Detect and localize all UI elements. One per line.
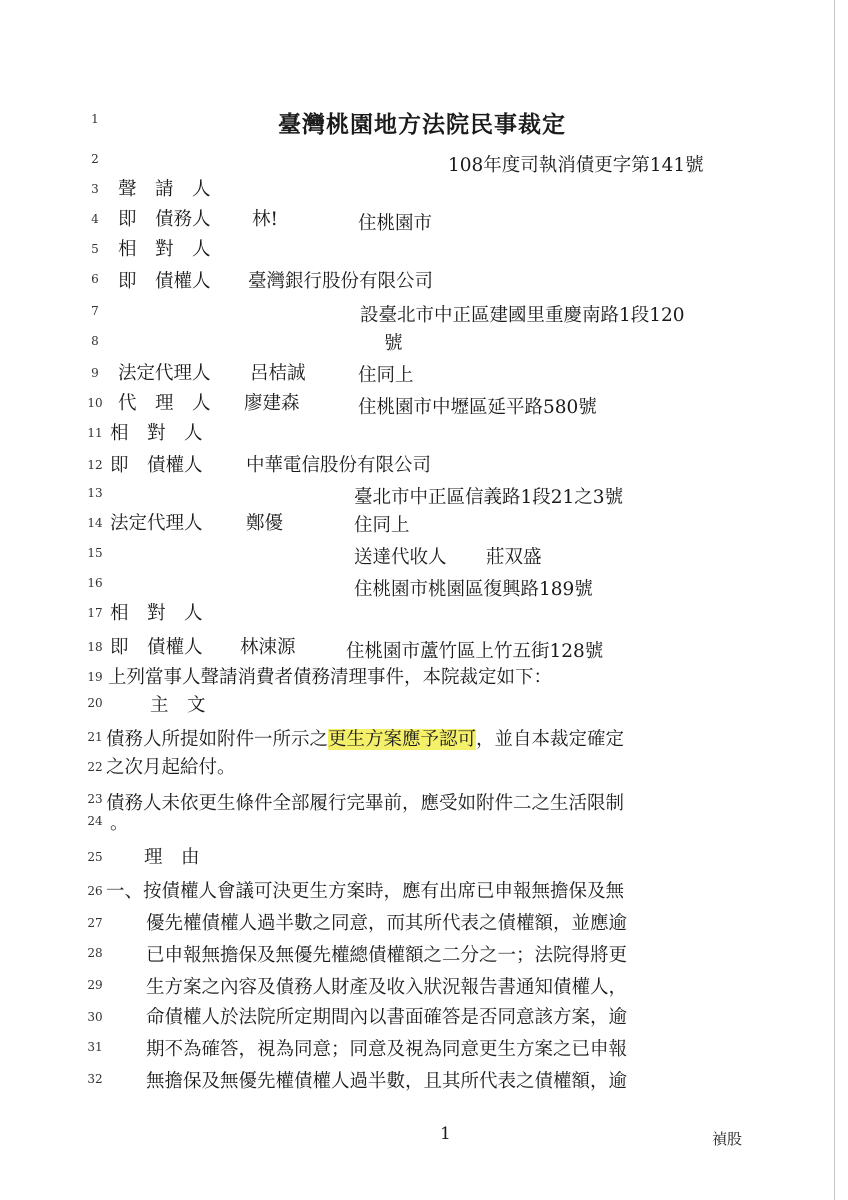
reason-line: 優先權債權人過半數之同意，而其所代表之債權額，並應逾 xyxy=(146,913,628,934)
line-number: 30 xyxy=(87,1010,103,1024)
line-number: 12 xyxy=(87,458,103,472)
page-edge xyxy=(834,0,835,1200)
reason-line: 命債權人於法院所定期間內以書面確答是否同意該方案，逾 xyxy=(146,1007,628,1028)
page-number: 1 xyxy=(440,1124,451,1144)
line-number: 21 xyxy=(87,730,103,744)
legal-rep-name: 鄭優 xyxy=(246,513,284,534)
opposing-party-role: 相 對 人 xyxy=(118,239,211,260)
line-number: 3 xyxy=(91,182,99,196)
line-number: 23 xyxy=(87,792,103,806)
receiver-address: 住桃園市桃園區復興路189號 xyxy=(354,579,593,600)
line-number: 20 xyxy=(87,696,103,710)
highlighted-text: 更生方案應予認可 xyxy=(328,729,477,750)
line-number: 9 xyxy=(91,366,99,380)
document-title: 臺灣桃園地方法院民事裁定 xyxy=(278,111,566,138)
receiver-name: 莊双盛 xyxy=(486,547,542,568)
intro-line: 上列當事人聲請消費者債務清理事件，本院裁定如下： xyxy=(108,667,553,688)
creditor-role: 即 債權人 xyxy=(118,271,211,292)
creditor-address: 設臺北市中正區建國里重慶南路1段120 xyxy=(360,305,685,326)
debtor-name: 林! xyxy=(252,209,278,230)
line-number: 7 xyxy=(91,304,99,318)
line-number: 15 xyxy=(87,546,103,560)
legal-rep-address: 住同上 xyxy=(358,365,414,386)
line-number: 22 xyxy=(87,760,103,774)
receiver-role: 送達代收人 xyxy=(354,547,447,568)
main-text-post: ，並自本裁定確定 xyxy=(476,729,625,750)
legal-rep-address: 住同上 xyxy=(354,515,410,536)
creditor-name: 中華電信股份有限公司 xyxy=(246,455,432,476)
reason-line: 已申報無擔保及無優先權總債權額之二分之一；法院得將更 xyxy=(146,945,628,966)
line-number: 18 xyxy=(87,640,103,654)
creditor-name: 林涑源 xyxy=(240,637,296,658)
debtor-role: 即 債務人 xyxy=(118,209,211,230)
line-number: 27 xyxy=(87,916,103,930)
creditor-role: 即 債權人 xyxy=(110,637,203,658)
line-number: 1 xyxy=(91,112,99,126)
legal-rep-role: 法定代理人 xyxy=(110,513,203,534)
reason-line: 生方案之內容及債務人財產及收入狀況報告書通知債權人， xyxy=(146,977,628,998)
line-number: 14 xyxy=(87,516,103,530)
reason-line: 期不為確答，視為同意；同意及視為同意更生方案之已申報 xyxy=(146,1039,628,1060)
creditor-address: 臺北市中正區信義路1段21之3號 xyxy=(354,487,624,508)
reason-line: 一、按債權人會議可決更生方案時，應有出席已申報無擔保及無 xyxy=(106,881,625,902)
agent-address: 住桃園市中壢區延平路580號 xyxy=(358,397,597,418)
creditor-name: 臺灣銀行股份有限公司 xyxy=(248,271,434,292)
line-number: 19 xyxy=(87,670,103,684)
line-number: 11 xyxy=(87,426,103,440)
line-number: 13 xyxy=(87,486,103,500)
main-heading: 主 文 xyxy=(150,695,206,716)
line-number: 25 xyxy=(87,850,103,864)
main-text-line: 之次月起給付。 xyxy=(106,757,236,778)
line-number: 4 xyxy=(91,212,99,226)
creditor-address: 住桃園市蘆竹區上竹五街128號 xyxy=(346,641,604,662)
agent-name: 廖建森 xyxy=(244,393,300,414)
line-number: 32 xyxy=(87,1072,103,1086)
line-number: 24 xyxy=(87,814,103,828)
line-number: 16 xyxy=(87,576,103,590)
applicant-role: 聲 請 人 xyxy=(118,179,211,200)
line-number: 29 xyxy=(87,978,103,992)
case-number: 108年度司執消債更字第141號 xyxy=(448,155,704,176)
reason-heading: 理 由 xyxy=(144,847,200,868)
legal-rep-role: 法定代理人 xyxy=(118,363,211,384)
agent-role: 代 理 人 xyxy=(118,393,211,414)
line-number: 5 xyxy=(91,242,99,256)
main-text-line xyxy=(106,728,624,752)
main-text-line: 。 xyxy=(110,813,129,834)
line-number: 26 xyxy=(87,884,103,898)
debtor-address: 住桃園市 xyxy=(358,213,433,234)
line-number: 10 xyxy=(87,396,103,410)
line-number: 6 xyxy=(91,272,99,286)
opposing-party-role: 相 對 人 xyxy=(110,603,203,624)
line-number: 17 xyxy=(87,606,103,620)
line-number: 31 xyxy=(87,1040,103,1054)
main-text-pre: 債務人所提如附件一所示之 xyxy=(106,729,329,750)
main-text-line: 債務人未依更生條件全部履行完畢前，應受如附件二之生活限制 xyxy=(106,793,625,814)
creditor-role: 即 債權人 xyxy=(110,455,203,476)
clerk-division: 禎股 xyxy=(712,1130,743,1148)
reason-line: 無擔保及無優先權債權人過半數，且其所代表之債權額，逾 xyxy=(146,1071,628,1092)
creditor-address-cont: 號 xyxy=(384,333,403,354)
legal-rep-name: 呂桔誠 xyxy=(250,363,306,384)
line-number: 2 xyxy=(91,152,99,166)
line-number: 8 xyxy=(91,334,99,348)
line-number: 28 xyxy=(87,946,103,960)
opposing-party-role: 相 對 人 xyxy=(110,423,203,444)
